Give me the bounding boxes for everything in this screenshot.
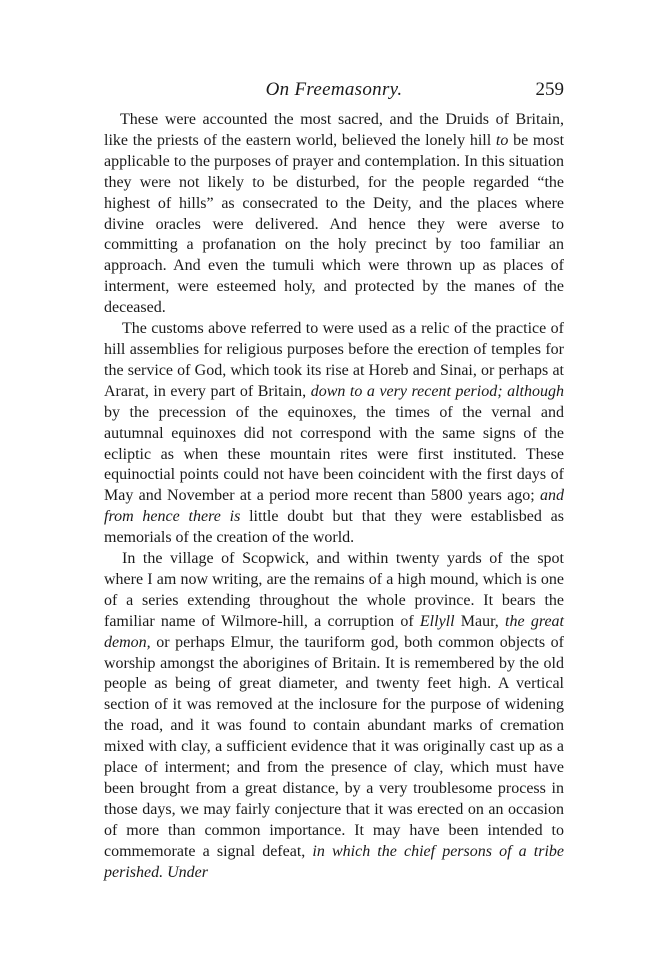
text-run: Maur, <box>454 612 506 630</box>
text-run-italic: and from hence there is <box>104 487 564 526</box>
text-run-italic: Ellyll <box>419 612 455 630</box>
text-run-italic: in which the chief persons of a tribe perished. Under <box>104 842 565 881</box>
text-run-italic: down to a very recent period; although <box>310 382 564 400</box>
body-text <box>104 110 564 884</box>
paragraph-2 <box>104 319 564 549</box>
running-head <box>104 79 564 103</box>
text-run: be most applicable to the purposes of prayer and contemplation. In this situation they were not likely to be disturbed, for the people regarded “the highest of hills” as consecrated to the Deity, and the places where divine oracles were delivered. And hence they were averse to committing a profanation on the holy precinct by too familiar an approach. And even the tumuli which were thrown up as places of interment, were esteemed holy, and protected by the manes of the deceased. <box>104 131 565 317</box>
paragraph-1 <box>104 110 564 319</box>
text-run: In the village of Scopwick, and within twenty yards of the spot where I am now writing, are the remains of a high mound, which is one of a series extending throughout the whole province. It bears the familiar name of Wilmore-hill, a corruption of <box>104 550 564 630</box>
text-run: by the precession of the equinoxes, the times of the vernal and autumnal equinoxes did not correspond with the same signs of the ecliptic as when these mountain rites were first instituted. These equinoctial points could not have been coincident with the first days of May and November at a period more recent than 5800 years ago; <box>104 403 564 505</box>
running-title: On Freemasonry. <box>265 79 403 100</box>
text-run-italic: to <box>495 131 509 149</box>
paragraph-3 <box>104 549 564 884</box>
text-run: These were accounted the most sacred, and the Druids of Britain, like the priests of the eastern world, believed the lonely hill <box>104 111 564 149</box>
text-run: or perhaps Elmur, the tauriform god, both common objects of worship amongst the aborigines of Britain. It is remembered by the old people as being of great diameter, and twenty feet high. A vertical section of it was removed at the inclosure for the purpose of widening the road, and it was found to contain abundant marks of cremation mixed with clay, a sufficient evidence that it was originally cast up as a place of interment; and from the presence of clay, which must have been brought from a great distance, by a very troublesome process in those days, we may fairly conjecture that it was erected on an occasion of more than common importance. It may have been intended to commemorate a signal defeat, <box>104 633 564 860</box>
text-run-italic: the great demon, <box>104 612 565 651</box>
text-run: little doubt but that they were establisbed as memorials of the creation of the world. <box>104 508 565 547</box>
text-run: The customs above referred to were used as a relic of the practice of hill assemblies for religious purposes before the erection of temples for the service of God, which took its rise at Horeb and Sinai, or perhaps at Ararat, in every part of Britain, <box>104 320 564 400</box>
page-number: 259 <box>535 79 564 100</box>
